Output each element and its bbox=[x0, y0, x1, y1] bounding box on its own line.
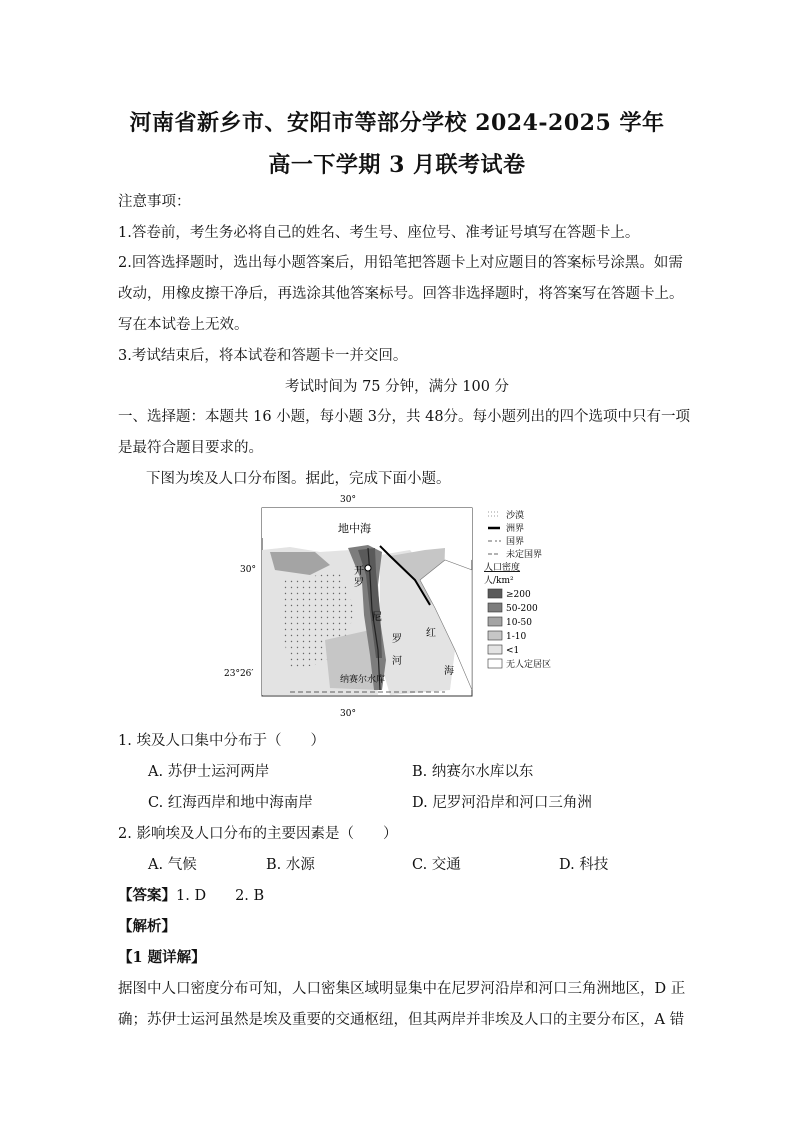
legend-d1-swatch bbox=[488, 589, 502, 598]
section1-heading-line2: 是最符合题目要求的。 bbox=[118, 440, 263, 456]
label-sea: 地中海 bbox=[338, 522, 371, 535]
legend-d3-swatch bbox=[488, 617, 502, 626]
label-top-lon: 30° bbox=[340, 495, 356, 505]
map-legend bbox=[484, 509, 551, 670]
exam-title-line1: 河南省新乡市、安阳市等部分学校 2024-2025 学年 bbox=[129, 110, 665, 136]
label-red-sea-1: 红 bbox=[426, 628, 436, 639]
label-bottom-lon: 30° bbox=[340, 709, 356, 719]
answer-line bbox=[118, 884, 678, 905]
answer-value: 1. D 2. B bbox=[176, 888, 265, 904]
analysis-label: 【解析】 bbox=[118, 918, 176, 935]
legend-density-title: 人口密度 bbox=[484, 563, 521, 573]
legend-desert-symbol bbox=[488, 512, 500, 516]
notice-item-2-line1: 2.回答选择题时，选出每小题答案后，用铅笔把答题卡上对应题目的答案标号涂黑。如需 bbox=[118, 255, 683, 271]
label-nile-1: 尼 bbox=[372, 612, 382, 623]
q1-option-b: B. 纳赛尔水库以东 bbox=[412, 764, 534, 780]
time-score: 考试时间为 75 分钟，满分 100 分 bbox=[284, 379, 510, 395]
section1-heading-line1: 一、选择题：本题共 16 小题，每小题 3分，共 48分。每小题列出的四个选项中只有一项 bbox=[118, 409, 691, 425]
label-cairo-1: 开 bbox=[354, 566, 364, 577]
legend-continent: 洲界 bbox=[506, 524, 525, 534]
detail-heading: 【1 题详解】 bbox=[118, 949, 206, 966]
notice-item-1: 1.答卷前，考生务必将自己的姓名、考生号、座位号、准考证号填写在答题卡上。 bbox=[118, 225, 640, 241]
notice-item-2-line2: 改动，用橡皮擦干净后，再选涂其他答案标号。回答非选择题时，将答案写在答题卡上。 bbox=[118, 286, 684, 302]
q2-option-d: D. 科技 bbox=[559, 857, 609, 873]
legend-d3: 10-50 bbox=[506, 618, 532, 628]
legend-d6-swatch bbox=[488, 659, 502, 668]
label-lake: 纳赛尔水库 bbox=[340, 675, 386, 685]
q2-option-a: A. 气候 bbox=[148, 857, 197, 873]
legend-d4: 1-10 bbox=[506, 632, 527, 642]
label-lat-2326: 23°26′ bbox=[224, 669, 254, 679]
answer-label: 【答案】 bbox=[118, 887, 176, 904]
legend-d5-swatch bbox=[488, 645, 502, 654]
label-red-sea-2: 海 bbox=[444, 666, 454, 677]
label-lat-30: 30° bbox=[240, 565, 256, 575]
notice-item-2-line3: 写在本试卷上无效。 bbox=[118, 317, 249, 333]
legend-d1: ≥200 bbox=[506, 590, 531, 600]
legend-d2: 50-200 bbox=[506, 604, 538, 614]
label-cairo-2: 罗 bbox=[354, 578, 364, 589]
detail-line-1: 据图中人口密度分布可知，人口密集区域明显集中在尼罗河沿岸和河口三角洲地区，D 正 bbox=[118, 981, 686, 997]
label-nile-2: 罗 bbox=[392, 634, 402, 645]
notice-item-3: 3.考试结束后，将本试卷和答题卡一并交回。 bbox=[118, 348, 408, 364]
q2-option-b: B. 水源 bbox=[266, 857, 315, 873]
q1-option-d: D. 尼罗河沿岸和河口三角洲 bbox=[412, 795, 592, 811]
q2-option-c: C. 交通 bbox=[412, 857, 461, 873]
egypt-population-map bbox=[224, 490, 580, 720]
legend-undetermined: 未定国界 bbox=[506, 550, 543, 560]
label-nile-3: 河 bbox=[392, 656, 402, 667]
exam-title-line2: 高一下学期 3 月联考试卷 bbox=[268, 152, 526, 178]
q1-option-a: A. 苏伊士运河两岸 bbox=[148, 764, 270, 780]
notice-heading: 注意事项： bbox=[118, 194, 191, 210]
legend-d5: <1 bbox=[506, 646, 520, 656]
legend-d2-swatch bbox=[488, 603, 502, 612]
section1-intro: 下图为埃及人口分布图。据此，完成下面小题。 bbox=[146, 471, 451, 487]
question-1: 1. 埃及人口集中分布于（ ） bbox=[118, 733, 325, 749]
question-2: 2. 影响埃及人口分布的主要因素是（ ） bbox=[118, 826, 398, 842]
cairo-marker bbox=[365, 565, 371, 571]
legend-d4-swatch bbox=[488, 631, 502, 640]
q1-option-c: C. 红海西岸和地中海南岸 bbox=[148, 795, 313, 811]
legend-d6: 无人定居区 bbox=[506, 660, 552, 670]
legend-density-unit: 人/km² bbox=[484, 576, 514, 586]
detail-line-2: 确；苏伊士运河虽然是埃及重要的交通枢纽，但其两岸并非埃及人口的主要分布区，A 错 bbox=[118, 1012, 685, 1028]
legend-desert: 沙漠 bbox=[506, 511, 525, 521]
legend-national: 国界 bbox=[506, 537, 525, 547]
